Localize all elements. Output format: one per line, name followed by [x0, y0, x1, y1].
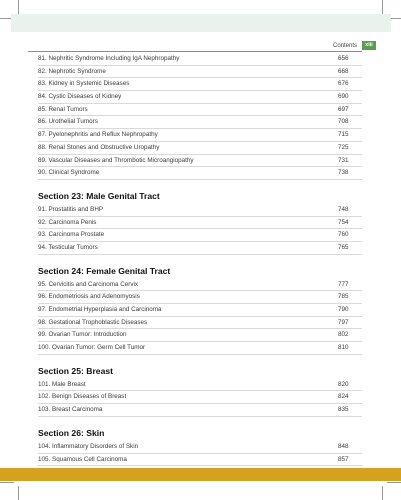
header-label: Contents — [332, 43, 357, 49]
chapter-title: 97. Endometrial Hyperplasia and Carcinoma — [38, 306, 162, 313]
toc-entry[interactable] — [38, 104, 362, 117]
page-number: 802 — [338, 331, 349, 339]
toc-entry[interactable] — [38, 204, 362, 217]
page-number: 835 — [338, 406, 349, 414]
page-number: 715 — [338, 131, 349, 139]
toc-entry[interactable] — [38, 167, 362, 180]
toc-entry[interactable] — [38, 242, 362, 255]
page-number: 656 — [338, 55, 349, 62]
chapter-title: 96. Endometriosis and Adenomyosis — [38, 293, 140, 301]
chapter-title: 102. Benign Diseases of Breast — [38, 393, 127, 401]
crop-mark-bottom-left-v — [18, 486, 19, 500]
chapter-title: 104. Inflammatory Disorders of Skin — [38, 442, 139, 450]
chapter-title: 84. Cystic Diseases of Kidney — [38, 93, 122, 101]
page-number: 725 — [338, 143, 349, 151]
page-number: 754 — [338, 218, 349, 226]
crop-mark-bottom-left-h — [0, 482, 14, 483]
chapter-title: 87. Pyelonephritis and Reflux Nephropathy — [38, 131, 158, 139]
chapter-title: 86. Urothelial Tumors — [38, 118, 98, 126]
toc-entry[interactable] — [38, 342, 362, 355]
chapter-title: 101. Male Breast — [38, 380, 86, 388]
chapter-title: 92. Carcinoma Penis — [38, 218, 97, 226]
toc-entry[interactable] — [38, 116, 362, 129]
chapter-title: 82. Nephrotic Syndrome — [38, 67, 106, 75]
toc-entry[interactable] — [38, 441, 362, 454]
toc-entry[interactable] — [38, 391, 362, 404]
chapter-title: 99. Ovarian Tumor: Introduction — [38, 331, 127, 339]
crop-mark-top-left-v — [18, 0, 19, 14]
page-number: 708 — [338, 118, 349, 126]
toc-entry[interactable] — [38, 304, 362, 317]
toc-entry[interactable] — [38, 317, 362, 330]
page-number: 857 — [338, 455, 349, 463]
toc-entry[interactable] — [38, 91, 362, 104]
chapter-title: 88. Renal Stones and Obstructive Uropathy — [38, 143, 160, 151]
page-number: 668 — [338, 67, 349, 75]
chapter-title: 83. Kidney in Systemic Diseases — [38, 80, 130, 88]
chapter-title: 105. Squamous Cell Carcinoma — [38, 455, 127, 463]
page-number: 810 — [338, 344, 349, 352]
bottom-color-band — [0, 468, 401, 481]
toc-entry[interactable] — [38, 229, 362, 242]
header-page-numeral: xiii — [362, 41, 376, 50]
page-number: 676 — [338, 80, 349, 88]
page-number: 777 — [338, 280, 349, 288]
chapter-title: 98. Gestational Trophoblastic Diseases — [38, 318, 148, 326]
page-number: 820 — [338, 380, 349, 388]
chapter-title: 81. Nephritic Syndrome Including IgA Nephropathy — [38, 55, 180, 62]
chapter-title: 91. Prostatitis and BHP — [38, 205, 104, 213]
chapter-title: 95. Cervicitis and Carcinoma Cervix — [38, 280, 139, 288]
page-number: 697 — [338, 105, 349, 113]
section-heading: Section 23: Male Genital Tract — [38, 190, 160, 201]
toc-entry[interactable] — [38, 129, 362, 142]
page-number: 797 — [338, 318, 349, 326]
page-number: 738 — [338, 169, 349, 177]
page-number: 765 — [338, 243, 349, 251]
page-number: 785 — [338, 293, 349, 301]
toc-entry[interactable] — [38, 142, 362, 155]
page-number: 824 — [338, 393, 349, 401]
toc-entry[interactable] — [38, 66, 362, 79]
page-number: 760 — [338, 231, 349, 239]
table-of-contents — [38, 53, 362, 466]
toc-entry[interactable] — [38, 454, 362, 467]
toc-entry[interactable] — [38, 78, 362, 91]
page-number: 848 — [338, 442, 349, 450]
chapter-title: 100. Ovarian Tumor: Germ Cell Tumor — [38, 344, 146, 352]
page-number: 748 — [338, 205, 349, 213]
chapter-title: 103. Breast Carcinoma — [38, 406, 103, 414]
section-heading: Section 25: Breast — [38, 365, 113, 376]
header-rule — [28, 51, 362, 52]
top-color-band — [11, 14, 391, 32]
page-number: 731 — [338, 156, 349, 164]
toc-entry[interactable] — [38, 291, 362, 304]
crop-mark-bottom-right-h — [387, 482, 401, 483]
toc-entry[interactable] — [38, 53, 362, 66]
chapter-title: 85. Renal Tumors — [38, 105, 88, 113]
page-number: 690 — [338, 93, 349, 101]
toc-entry[interactable] — [38, 155, 362, 168]
page-number: 790 — [338, 306, 349, 313]
chapter-title: 94. Testicular Tumors — [38, 243, 98, 251]
chapter-title: 89. Vascular Diseases and Thrombotic Microangiopathy — [38, 156, 194, 164]
section-heading: Section 26: Skin — [38, 427, 105, 438]
toc-entry[interactable] — [38, 329, 362, 342]
toc-entry[interactable] — [38, 279, 362, 292]
crop-mark-top-right-v — [382, 0, 383, 14]
crop-mark-bottom-right-v — [382, 486, 383, 500]
toc-entry[interactable] — [38, 404, 362, 417]
toc-entry[interactable] — [38, 379, 362, 392]
section-heading: Section 24: Female Genital Tract — [38, 265, 171, 276]
chapter-title: 93. Carcinoma Prostate — [38, 231, 105, 239]
toc-entry[interactable] — [38, 217, 362, 230]
chapter-title: 90. Clinical Syndrome — [38, 169, 100, 177]
